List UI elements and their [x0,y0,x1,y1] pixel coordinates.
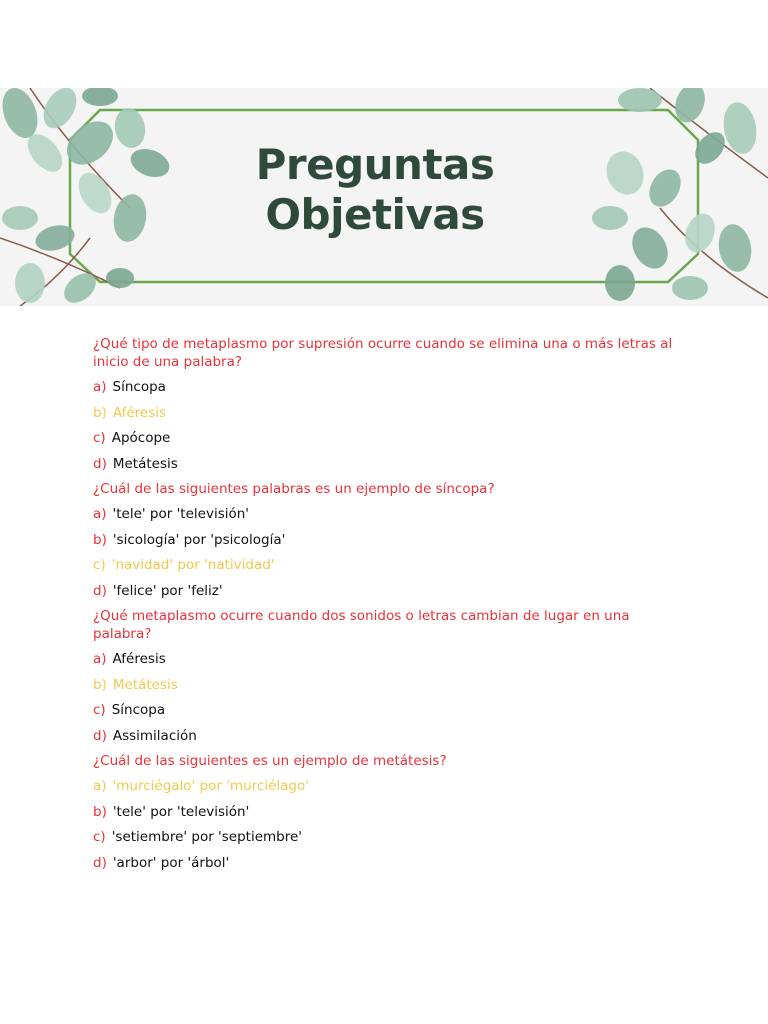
option-text: 'navidad' por 'natividad' [111,557,275,573]
option-text: 'sicología' por 'psicología' [112,531,286,548]
answer-option [93,556,683,574]
question-text: ¿Qué metaplasmo ocurre cuando dos sonidos o letras cambian de lugar en una palabra? [93,608,630,642]
header-banner [0,88,768,306]
option-letter: a) [93,506,107,522]
answer-option [93,727,683,745]
option-text: Síncopa [112,379,166,395]
option-text: Metátesis [112,676,178,693]
answer-option [93,701,683,719]
answer-option [93,455,683,473]
option-letter: c) [93,557,106,573]
title-line-1: Preguntas [255,140,495,189]
answer-option [93,531,683,549]
option-letter: a) [93,778,107,794]
option-letter: d) [93,727,107,744]
question-text: ¿Qué tipo de metaplasmo por supresión ocurre cuando se elimina una o más letras al inicio de una palabra? [93,336,673,370]
option-letter: d) [93,582,107,599]
option-text: Metátesis [112,455,178,472]
answer-option [93,378,683,396]
option-text: 'arbor' por 'árbol' [112,854,230,871]
answer-option [93,676,683,694]
option-letter: b) [93,676,107,693]
option-text: 'murciégalo' por 'murciélago' [112,778,309,794]
option-letter: b) [93,803,107,820]
answer-option [93,582,683,600]
option-letter: b) [93,531,107,548]
option-text: Aféresis [112,651,166,667]
option-text: 'tele' por 'televisión' [112,803,250,820]
option-text: 'tele' por 'televisión' [112,506,250,522]
option-letter: d) [93,854,107,871]
option-letter: c) [93,430,106,446]
answer-option [93,505,683,523]
answer-option [93,404,683,422]
option-letter: a) [93,651,107,667]
answer-option [93,650,683,668]
option-letter: a) [93,379,107,395]
option-text: Síncopa [111,702,166,718]
answer-option [93,777,683,795]
question-text: ¿Cuál de las siguientes palabras es un ejemplo de síncopa? [93,481,495,497]
title-line-2: Objetivas [265,190,485,239]
option-text: 'felice' por 'feliz' [112,582,223,599]
answer-option [93,429,683,447]
question-text: ¿Cuál de las siguientes es un ejemplo de metátesis? [93,753,447,769]
option-text: Aféresis [112,404,167,421]
option-letter: b) [93,404,107,421]
answer-option [93,854,683,872]
page-title [180,140,570,240]
option-text: 'setiembre' por 'septiembre' [111,829,303,845]
option-text: Apócope [111,430,171,446]
questions-list [93,335,683,879]
option-letter: c) [93,702,106,718]
option-letter: c) [93,829,106,845]
answer-option [93,828,683,846]
option-letter: d) [93,455,107,472]
answer-option [93,803,683,821]
option-text: Assimilación [112,727,197,744]
